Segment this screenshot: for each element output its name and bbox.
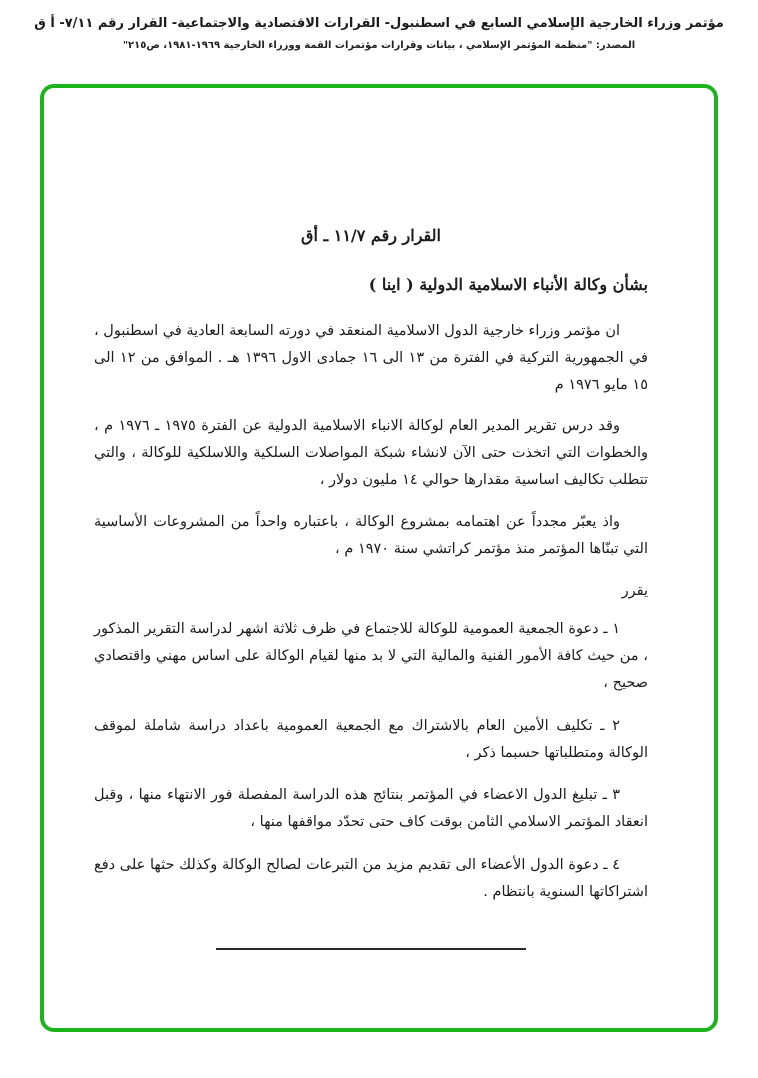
resolution-item-3: ٣ ـ تبليغ الدول الاعضاء في المؤتمر بنتائج هذه الدراسة المفصلة فور الانتهاء منها ، وقبل انعقاد المؤتمر الاسلامي الثامن بوقت كاف حتى تحدّد مواقفها منها ، [94, 787, 648, 831]
resolution-item-4: ٤ ـ دعوة الدول الأعضاء الى تقديم مزيد من التبرعات لصالح الوكالة وكذلك حثها على دفع اشتراكاتها السنوية بانتظام . [94, 857, 648, 900]
paragraph-report: وقد درس تقرير المدير العام لوكالة الانباء الاسلامية الدولية عن الفترة ١٩٧٥ ـ ١٩٧٦ م ، والخطوات التي اتخذت حتى الآن لانشاء شبكة المواصلات السلكية واللاسلكية للوكالة ، والتي تتطلب تكاليف اساسية مقدارها حوالي ١٤ مليون دولار ، [94, 418, 648, 489]
header-source: المصدر: "منظمة المؤتمر الإسلامي ، بيانات وقرارات مؤتمرات القمة ووزراء الخارجية ١٩٦٩-١٩٨١، ص٢١٥" [122, 40, 636, 51]
resolves-label: يقرر [621, 582, 648, 599]
paragraph-preamble: ان مؤتمر وزراء خارجية الدول الاسلامية المنعقد في دورته السابعة العادية في اسطنبول ، في الجمهورية التركية في الفترة من ١٣ الى ١٦ جمادى الاول ١٣٩٦ هـ . الموافق من ١٢ الى ١٥ مايو ١٩٧٦ م [94, 323, 648, 393]
page-header [0, 0, 758, 51]
scanned-document-frame [40, 84, 718, 1032]
resolution-title: القرار رقم ١١/٧ ـ أق [301, 226, 441, 245]
header-title: مؤتمر وزراء الخارجية الإسلامي السابع في اسطنبول- القرارات الاقتصادية والاجتماعية- القرار رقم ٧/١١- أ ق [34, 16, 724, 31]
resolution-item-2: ٢ ـ تكليف الأمين العام بالاشتراك مع الجمعية العمومية باعداد دراسة شاملة لموقف الوكالة ومتطلباتها حسبما ذكر ، [94, 717, 648, 761]
bottom-divider [216, 948, 526, 950]
resolution-subtitle: بشأن وكالة الأنباء الاسلامية الدولية ( اينا ) [368, 275, 648, 294]
resolution-item-1: ١ ـ دعوة الجمعية العمومية للوكالة للاجتماع في ظرف ثلاثة اشهر لدراسة التقرير المذكور ، من حيث كافة الأمور الفنية والمالية التي لا بد منها لقيام الوكالة على اساس مهني واقتصادي صحيح ، [94, 621, 648, 691]
paragraph-interest: واذ يعبّر مجدداً عن اهتمامه بمشروع الوكالة ، باعتباره واحداً من المشروعات الأساسية التي تبنّاها المؤتمر منذ مؤتمر كراتشي سنة ١٩٧٠ م ، [94, 513, 648, 557]
scanned-document-content [44, 88, 714, 950]
